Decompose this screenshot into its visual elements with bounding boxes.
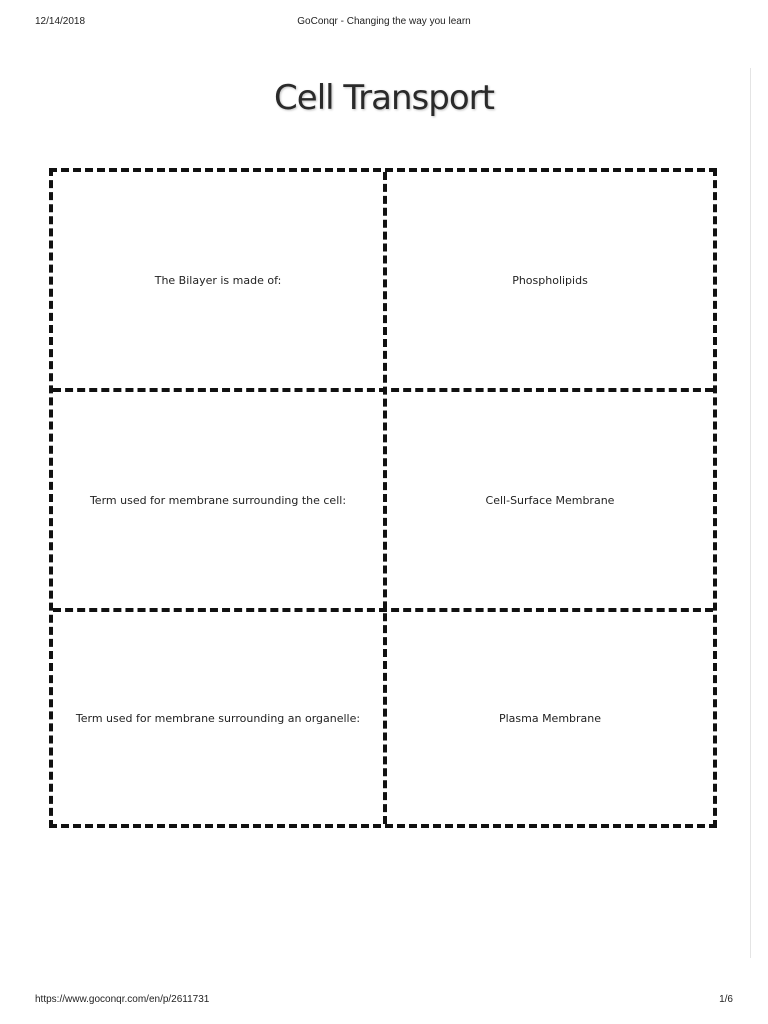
column-divider (383, 172, 387, 824)
print-footer (0, 994, 768, 1010)
document-title: Cell Transport (274, 78, 494, 118)
print-page-number: 1/6 (719, 994, 733, 1005)
card-front-2 (53, 392, 383, 608)
card-front-text: The Bilayer is made of: (154, 273, 282, 287)
card-front-text: Term used for membrane surrounding an organelle: (75, 711, 361, 725)
page-edge-divider (750, 68, 751, 958)
card-back-text: Plasma Membrane (498, 711, 602, 725)
card-back-text: Phospholipids (512, 273, 588, 287)
print-date: 12/14/2018 (35, 16, 86, 27)
row-divider (53, 608, 713, 612)
row-divider (53, 388, 713, 392)
card-front-1 (53, 172, 383, 388)
flashcard-grid (49, 168, 717, 828)
card-back-text: Cell-Surface Membrane (485, 493, 615, 507)
print-page-title: GoConqr - Changing the way you learn (297, 16, 471, 27)
print-header (0, 16, 768, 32)
card-back-3 (387, 612, 713, 824)
print-url: https://www.goconqr.com/en/p/2611731 (35, 994, 210, 1005)
card-back-1 (387, 172, 713, 388)
card-front-3 (53, 612, 383, 824)
card-front-text: Term used for membrane surrounding the cell: (89, 493, 347, 507)
card-back-2 (387, 392, 713, 608)
